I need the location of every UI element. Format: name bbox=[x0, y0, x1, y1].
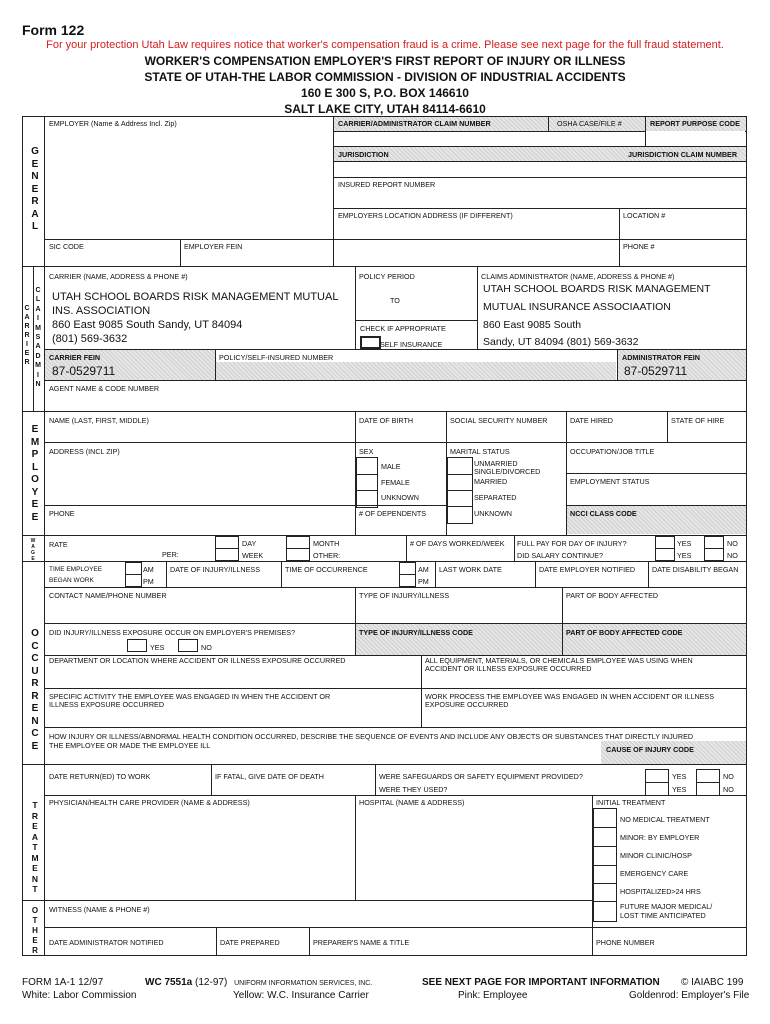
safeguards-no-checkbox[interactable] bbox=[696, 769, 720, 783]
section-other-label: O T H E R bbox=[31, 906, 39, 955]
married-label: MARRIED bbox=[474, 477, 508, 486]
footer-goldenrod-copy: Goldenrod: Employer's File bbox=[629, 990, 750, 1001]
male-label: MALE bbox=[381, 462, 401, 471]
location-num-label: LOCATION # bbox=[623, 211, 666, 220]
footer-yellow-copy: Yellow: W.C. Insurance Carrier bbox=[233, 990, 369, 1001]
minor-clinic-label: MINOR CLINIC/HOSP bbox=[620, 851, 692, 860]
premises-no-checkbox[interactable] bbox=[178, 639, 198, 652]
emergency-care-label: EMERGENCY CARE bbox=[620, 869, 689, 878]
policy-number-label: POLICY/SELF-INSURED NUMBER bbox=[219, 353, 334, 362]
date-return-label: DATE RETURN(ED) TO WORK bbox=[49, 772, 151, 781]
policy-number-header bbox=[216, 362, 616, 380]
jurisdiction-label: JURISDICTION bbox=[338, 150, 389, 159]
policy-period-label: POLICY PERIOD bbox=[359, 272, 415, 281]
department-label: DEPARTMENT OR LOCATION WHERE ACCIDENT OR ILLNESS EXPOSURE OCCURRED bbox=[49, 656, 346, 665]
section-employee-label: E M P L O Y E E bbox=[30, 424, 40, 523]
activity-label-1: SPECIFIC ACTIVITY THE EMPLOYEE WAS ENGAGED IN WHEN THE ACCIDENT OR bbox=[49, 692, 331, 701]
salary-no-label: NO bbox=[727, 551, 738, 560]
section-occurrence-label: O C C U R R E N C E bbox=[31, 628, 39, 752]
salary-yes-checkbox[interactable] bbox=[655, 548, 675, 561]
safeguards-yes-label: YES bbox=[672, 772, 687, 781]
other-checkbox[interactable] bbox=[286, 548, 310, 561]
employment-status-label: EMPLOYMENT STATUS bbox=[570, 477, 650, 486]
were-used-label: WERE THEY USED? bbox=[379, 785, 448, 794]
carrier-line-3: 860 East 9085 South Sandy, UT 84094 bbox=[52, 319, 243, 331]
time-employee-label: TIME EMPLOYEE bbox=[49, 566, 103, 573]
hospital-label: HOSPITAL (NAME & ADDRESS) bbox=[359, 798, 465, 807]
title-line-4: SALT LAKE CITY, UTAH 84114-6610 bbox=[284, 102, 486, 116]
process-label-2: EXPOSURE OCCURRED bbox=[425, 700, 509, 709]
carrier-label: CARRIER (NAME, ADDRESS & PHONE #) bbox=[49, 272, 188, 281]
days-worked-label: # OF DAYS WORKED/WEEK bbox=[410, 539, 505, 548]
week-label: WEEK bbox=[242, 551, 264, 560]
per-label: PER: bbox=[162, 550, 179, 559]
occurrence-am-label: AM bbox=[418, 565, 429, 574]
no-medical-checkbox[interactable] bbox=[593, 808, 617, 829]
footer-form-id: FORM 1A-1 12/97 bbox=[22, 977, 104, 988]
section-carrier-label: C A R R I E R bbox=[24, 305, 30, 366]
minor-employer-label: MINOR: BY EMPLOYER bbox=[620, 833, 700, 842]
carrier-fein-label: CARRIER FEIN bbox=[49, 353, 101, 362]
report-purpose-input[interactable] bbox=[646, 131, 745, 145]
began-am-label: AM bbox=[143, 565, 154, 574]
how-label-1: HOW INJURY OR ILLNESS/ABNORMAL HEALTH CONDITION OCCURRED, DESCRIBE THE SEQUENCE OF EVENTS AND INCLUDE ANY OBJECTS OR SUBSTANCES THAT DIRECTLY INJURED bbox=[49, 732, 694, 741]
employee-name-label: NAME (LAST, FIRST, MIDDLE) bbox=[49, 416, 149, 425]
employer-label: EMPLOYER (Name & Address Incl. Zip) bbox=[49, 119, 177, 128]
full-pay-no-label: NO bbox=[727, 539, 738, 548]
admin-fein-value: 87-0529711 bbox=[624, 364, 688, 378]
hospitalized-checkbox[interactable] bbox=[593, 883, 617, 903]
used-no-label: NO bbox=[723, 785, 734, 794]
began-pm-checkbox[interactable] bbox=[125, 574, 142, 587]
if-fatal-label: IF FATAL, GIVE DATE OF DEATH bbox=[215, 772, 324, 781]
salary-continue-label: DID SALARY CONTINUE? bbox=[517, 551, 604, 560]
dependents-label: # OF DEPENDENTS bbox=[359, 509, 427, 518]
sex-label: SEX bbox=[359, 447, 374, 456]
day-label: DAY bbox=[242, 539, 257, 548]
section-wage-label: W A G E bbox=[30, 538, 36, 562]
admin-line-2: MUTUAL INSURANCE ASSOCIAATION bbox=[483, 301, 671, 313]
full-pay-label: FULL PAY FOR DAY OF INJURY? bbox=[517, 539, 627, 548]
unknown-marital-checkbox[interactable] bbox=[447, 506, 473, 524]
location-address-label: EMPLOYERS LOCATION ADDRESS (IF DIFFERENT) bbox=[338, 211, 513, 220]
equipment-label-1: ALL EQUIPMENT, MATERIALS, OR CHEMICALS EMPLOYEE WAS USING WHEN bbox=[425, 656, 693, 665]
future-medical-label-1: FUTURE MAJOR MEDICAL/ bbox=[620, 902, 713, 911]
began-pm-label: PM bbox=[143, 577, 154, 586]
witness-label: WITNESS (NAME & PHONE #) bbox=[49, 905, 150, 914]
admin-line-1: UTAH SCHOOL BOARDS RISK MANAGEMENT bbox=[483, 283, 711, 295]
initial-treatment-label: INITIAL TREATMENT bbox=[596, 798, 666, 807]
unmarried-label: UNMARRIED bbox=[474, 459, 518, 468]
date-disability-label: DATE DISABILITY BEGAN bbox=[652, 565, 739, 574]
section-treatment-label: T R E A T M E N T bbox=[31, 800, 39, 894]
female-label: FEMALE bbox=[381, 478, 410, 487]
occurrence-pm-checkbox[interactable] bbox=[399, 574, 416, 587]
employee-phone-label: PHONE bbox=[49, 509, 75, 518]
full-pay-yes-label: YES bbox=[677, 539, 692, 548]
process-label-1: WORK PROCESS THE EMPLOYEE WAS ENGAGED IN WHEN ACCIDENT OR ILLNESS bbox=[425, 692, 715, 701]
minor-clinic-checkbox[interactable] bbox=[593, 846, 617, 867]
title-line-1: WORKER'S COMPENSATION EMPLOYER'S FIRST REPORT OF INJURY OR ILLNESS bbox=[144, 54, 626, 68]
separated-label: SEPARATED bbox=[474, 493, 517, 502]
occupation-label: OCCUPATION/JOB TITLE bbox=[570, 447, 655, 456]
ssn-label: SOCIAL SECURITY NUMBER bbox=[450, 416, 548, 425]
carrier-line-2: INS. ASSOCIATION bbox=[52, 305, 151, 317]
type-code-label: TYPE OF INJURY/ILLNESS CODE bbox=[359, 628, 473, 637]
cause-code-label: CAUSE OF INJURY CODE bbox=[606, 745, 694, 754]
check-appropriate-label: CHECK IF APPROPRIATE bbox=[360, 324, 446, 333]
preparer-label: PREPARER'S NAME & TITLE bbox=[313, 938, 410, 947]
safeguards-label: WERE SAFEGUARDS OR SAFETY EQUIPMENT PROVIDED? bbox=[379, 772, 583, 781]
agent-label: AGENT NAME & CODE NUMBER bbox=[49, 384, 160, 393]
title-line-2: STATE OF UTAH-THE LABOR COMMISSION - DIVISION OF INDUSTRIAL ACCIDENTS bbox=[144, 70, 626, 84]
section-claims-admin-label: C L A I M S A D M I N bbox=[35, 287, 41, 389]
footer-white-copy: White: Labor Commission bbox=[22, 990, 137, 1001]
salary-no-checkbox[interactable] bbox=[704, 548, 724, 561]
type-injury-label: TYPE OF INJURY/ILLNESS bbox=[359, 591, 450, 600]
last-work-date-label: LAST WORK DATE bbox=[439, 565, 502, 574]
footer-pink-copy: Pink: Employee bbox=[458, 990, 528, 1001]
other-phone-label: PHONE NUMBER bbox=[596, 938, 655, 947]
form-number: Form 122 bbox=[22, 22, 85, 38]
employer-phone-label: PHONE # bbox=[623, 242, 655, 251]
carrier-claim-label: CARRIER/ADMINISTRATOR CLAIM NUMBER bbox=[338, 119, 491, 128]
date-injury-label: DATE OF INJURY/ILLNESS bbox=[170, 565, 260, 574]
claims-admin-label: CLAIMS ADMINISTRATOR (NAME, ADDRESS & PHONE #) bbox=[481, 272, 675, 281]
date-notified-label: DATE EMPLOYER NOTIFIED bbox=[539, 565, 636, 574]
safeguards-no-label: NO bbox=[723, 772, 734, 781]
began-work-label: BEGAN WORK bbox=[49, 577, 94, 584]
future-medical-label-2: LOST TIME ANTICIPATED bbox=[620, 911, 706, 920]
single-label: SINGLE/DIVORCED bbox=[474, 467, 541, 476]
osha-label: OSHA CASE/FILE # bbox=[557, 119, 622, 128]
date-prepared-label: DATE PREPARED bbox=[220, 938, 280, 947]
footer-see-next: SEE NEXT PAGE FOR IMPORTANT INFORMATION bbox=[422, 977, 660, 988]
month-label: MONTH bbox=[313, 539, 340, 548]
self-insurance-checkbox[interactable] bbox=[360, 336, 381, 349]
state-hire-label: STATE OF HIRE bbox=[671, 416, 725, 425]
admin-fein-label: ADMINISTRATOR FEIN bbox=[622, 353, 700, 362]
week-checkbox[interactable] bbox=[215, 548, 239, 561]
premises-no-label: NO bbox=[201, 643, 212, 652]
time-occurrence-label: TIME OF OCCURRENCE bbox=[285, 565, 368, 574]
carrier-fein-value: 87-0529711 bbox=[52, 364, 116, 378]
equipment-label-2: ACCIDENT OR ILLNESS EXPOSURE OCCURRED bbox=[425, 664, 592, 673]
emergency-care-checkbox[interactable] bbox=[593, 865, 617, 885]
carrier-line-4: (801) 569-3632 bbox=[52, 333, 128, 345]
salary-yes-label: YES bbox=[677, 551, 692, 560]
body-part-label: PART OF BODY AFFECTED bbox=[566, 591, 659, 600]
premises-yes-label: YES bbox=[150, 643, 165, 652]
no-medical-label: NO MEDICAL TREATMENT bbox=[620, 815, 710, 824]
minor-employer-checkbox[interactable] bbox=[593, 827, 617, 848]
how-label-2: THE EMPLOYEE OR MADE THE EMPLOYEE ILL bbox=[49, 741, 211, 750]
fraud-notice: For your protection Utah Law requires notice that worker's compensation fraud is a crime. Please see next page for the full fraud statement. bbox=[46, 39, 724, 51]
premises-yes-checkbox[interactable] bbox=[127, 639, 147, 652]
footer-wc: WC 7551a (12-97) UNIFORM INFORMATION SERVICES, INC. bbox=[145, 977, 373, 988]
body-code-label: PART OF BODY AFFECTED CODE bbox=[566, 628, 683, 637]
employer-fein-label: EMPLOYER FEIN bbox=[184, 242, 243, 251]
to-label: TO bbox=[390, 296, 400, 305]
jurisdiction-claim-label: JURISDICTION CLAIM NUMBER bbox=[628, 150, 738, 159]
title-line-3: 160 E 300 S, P.O. BOX 146610 bbox=[301, 86, 469, 100]
occurrence-pm-label: PM bbox=[418, 577, 429, 586]
self-insurance-label: SELF INSURANCE bbox=[380, 340, 443, 349]
rate-label: RATE bbox=[49, 540, 68, 549]
male-checkbox[interactable] bbox=[356, 457, 378, 475]
ncci-label: NCCI CLASS CODE bbox=[570, 509, 637, 518]
carrier-line-1: UTAH SCHOOL BOARDS RISK MANAGEMENT MUTUAL bbox=[52, 291, 339, 303]
physician-label: PHYSICIAN/HEALTH CARE PROVIDER (NAME & ADDRESS) bbox=[49, 798, 250, 807]
date-hired-label: DATE HIRED bbox=[570, 416, 613, 425]
other-label: OTHER: bbox=[313, 551, 341, 560]
admin-line-3: 860 East 9085 South bbox=[483, 319, 582, 331]
footer-copyright: © IAIABC 199 bbox=[681, 977, 744, 988]
section-general-label: G E N E R A L bbox=[31, 146, 39, 232]
safeguards-yes-checkbox[interactable] bbox=[645, 769, 669, 783]
insured-report-label: INSURED REPORT NUMBER bbox=[338, 180, 436, 189]
report-purpose-label: REPORT PURPOSE CODE bbox=[650, 119, 740, 128]
admin-line-4: Sandy, UT 84094 (801) 569-3632 bbox=[483, 336, 639, 348]
hospitalized-label: HOSPITALIZED>24 HRS bbox=[620, 887, 701, 896]
used-yes-checkbox[interactable] bbox=[645, 782, 669, 796]
used-no-checkbox[interactable] bbox=[696, 782, 720, 796]
unmarried-checkbox[interactable] bbox=[447, 457, 473, 475]
date-admin-label: DATE ADMINISTRATOR NOTIFIED bbox=[49, 938, 164, 947]
unknown-sex-label: UNKNOWN bbox=[381, 493, 419, 502]
marital-label: MARITAL STATUS bbox=[450, 447, 510, 456]
used-yes-label: YES bbox=[672, 785, 687, 794]
premises-label: DID INJURY/ILLNESS EXPOSURE OCCUR ON EMPLOYER'S PREMISES? bbox=[49, 628, 296, 637]
sic-label: SIC CODE bbox=[49, 242, 84, 251]
address-label: ADDRESS (INCL ZIP) bbox=[49, 447, 120, 456]
activity-label-2: ILLNESS EXPOSURE OCCURRED bbox=[49, 700, 165, 709]
future-medical-checkbox[interactable] bbox=[593, 901, 617, 922]
unknown-marital-label: UNKNOWN bbox=[474, 509, 512, 518]
contact-label: CONTACT NAME/PHONE NUMBER bbox=[49, 591, 167, 600]
dob-label: DATE OF BIRTH bbox=[359, 416, 414, 425]
